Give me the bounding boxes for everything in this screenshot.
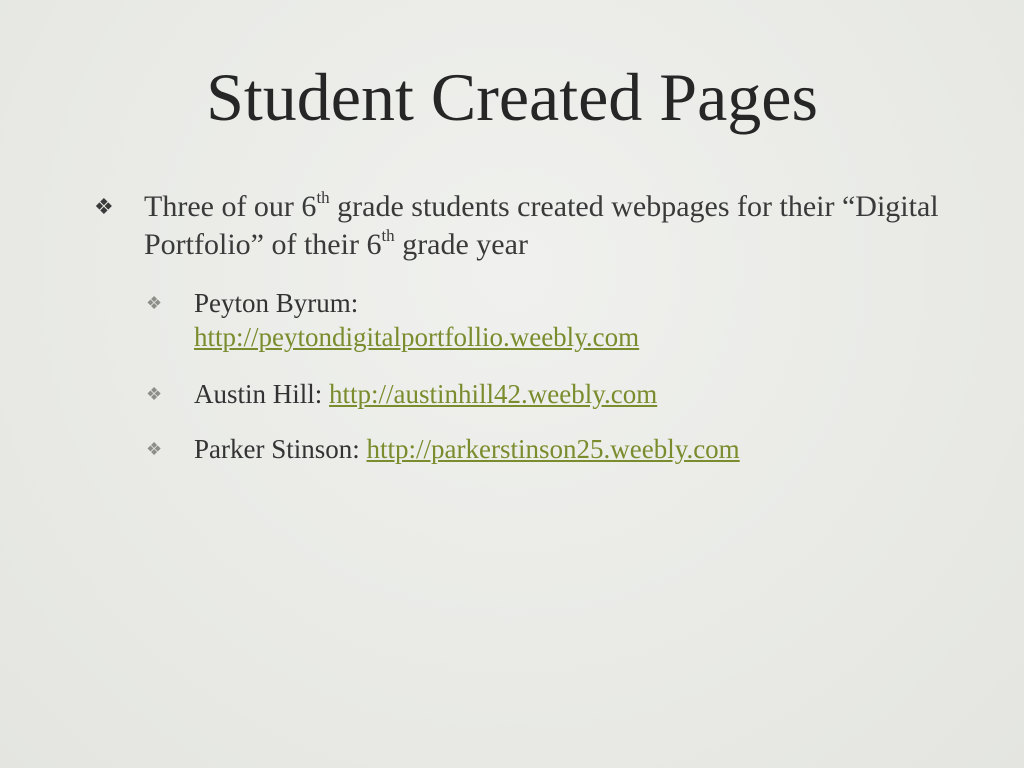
bullet-text-part-1: Three of our 6 [144,190,317,223]
student-name: Parker Stinson: [194,434,367,464]
list-item [146,377,966,411]
diamond-sub-bullet-icon: ❖ [146,384,163,404]
ordinal-suffix: th [381,226,395,245]
bullet-text-part-2: grade students created webpages for their “Digital Portfolio” of their 6 [144,190,939,261]
list-item [146,286,966,354]
student-link[interactable]: http://austinhill42.weebly.com [329,379,658,409]
main-bullet-text [144,188,954,264]
main-bullet [94,188,954,264]
diamond-sub-bullet-icon: ❖ [146,439,163,459]
student-link[interactable]: http://parkerstinson25.weebly.com [366,434,740,464]
bullet-text-part-3: grade year [394,228,528,261]
student-name: Austin Hill: [194,379,330,409]
diamond-sub-bullet-icon: ❖ [146,293,163,313]
student-name: Peyton Byrum: [194,288,359,318]
diamond-bullet-icon: ❖ [94,194,114,219]
student-link[interactable]: http://peytondigitalportfollio.weebly.com [194,322,640,352]
ordinal-suffix: th [316,188,330,207]
slide-title: Student Created Pages [206,59,818,135]
list-item [146,432,966,466]
